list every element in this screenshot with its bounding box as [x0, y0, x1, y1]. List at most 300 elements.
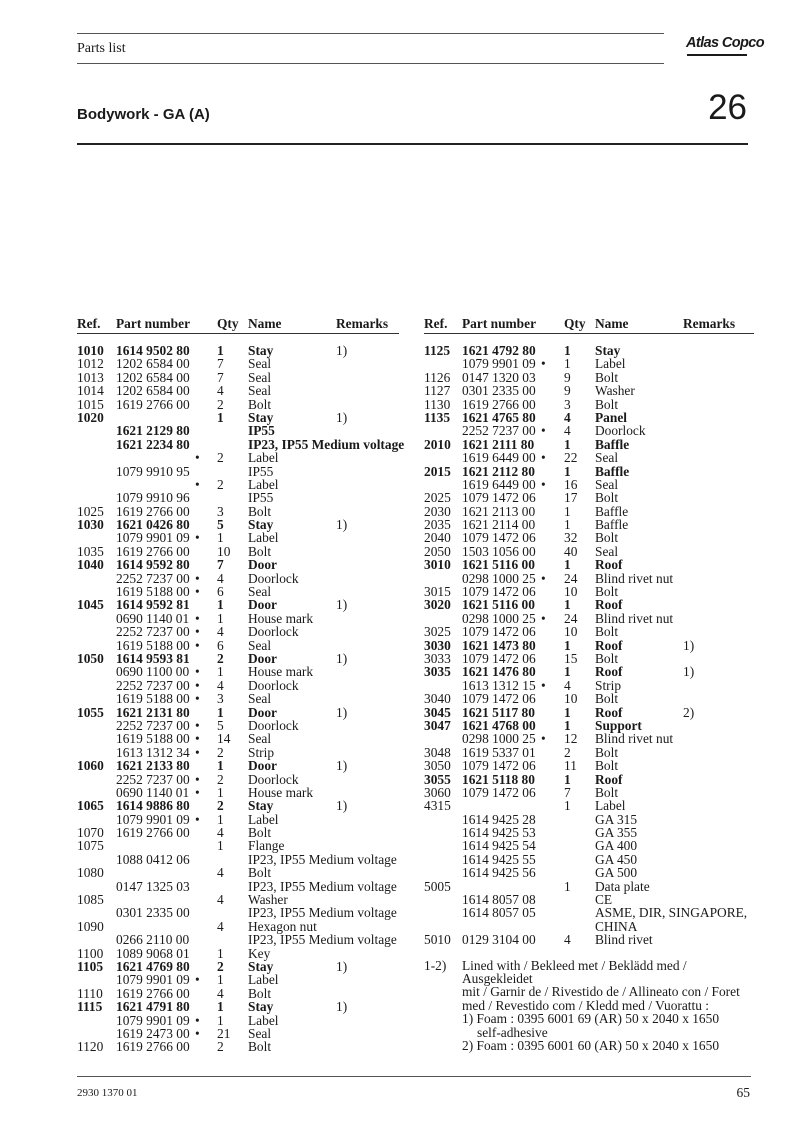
- qty-cell: 4: [564, 409, 571, 425]
- ref-cell: 1010: [77, 343, 104, 358]
- ref-cell: 2050: [424, 543, 451, 559]
- ref-cell: 5010: [424, 932, 451, 948]
- part-number-cell: 1079 1472 06: [462, 530, 536, 546]
- part-number-cell: 1619 2766 00: [116, 543, 190, 559]
- name-cell: Roof: [595, 637, 623, 653]
- name-cell: Bolt: [248, 543, 272, 559]
- table-row: [424, 505, 754, 518]
- ref-cell: 3047: [424, 717, 451, 733]
- part-number-cell: 1079 9901 09: [116, 1012, 190, 1028]
- part-number-cell: 1088 0412 06: [116, 851, 190, 867]
- qty-cell: 1: [564, 637, 571, 653]
- ref-cell: 1110: [77, 985, 103, 1001]
- qty-cell: 7: [564, 784, 571, 800]
- qty-cell: 4: [217, 570, 224, 586]
- ref-cell: 1120: [77, 1039, 104, 1055]
- ref-cell: 1075: [77, 838, 104, 854]
- part-number-cell: 1202 6584 00: [116, 383, 190, 399]
- part-number-cell: 1614 9592 80: [116, 557, 190, 573]
- name-cell: Doorlock: [248, 717, 299, 733]
- qty-cell: 4: [217, 918, 224, 934]
- part-number-cell: 1079 9901 09: [116, 811, 190, 827]
- table-row: [77, 398, 399, 411]
- table-row: [424, 465, 754, 478]
- table-row: [77, 436, 405, 452]
- part-number-cell: 1079 9910 95: [116, 463, 190, 479]
- table-row: [424, 759, 754, 772]
- name-cell: Bolt: [595, 530, 619, 546]
- col-part-number-header: Part number: [116, 316, 191, 331]
- ref-cell: 1130: [424, 396, 451, 412]
- table-row: [424, 880, 754, 893]
- name-cell: Bolt: [248, 865, 272, 881]
- name-cell: Key: [248, 945, 271, 961]
- part-number-cell: 1079 1472 06: [462, 691, 536, 707]
- name-cell: Label: [248, 476, 279, 492]
- name-cell: Blind rivet nut: [595, 610, 674, 626]
- name-cell: Bolt: [595, 758, 619, 774]
- interval-dot: •: [541, 476, 546, 492]
- header-bottom-rule: [77, 63, 664, 64]
- part-number-cell: 1619 5188 00: [116, 731, 190, 747]
- ref-cell: 2010: [424, 436, 451, 452]
- qty-cell: 1: [564, 798, 571, 814]
- ref-cell: 1014: [77, 383, 104, 399]
- table-row: [77, 759, 399, 772]
- table-row: [77, 478, 399, 491]
- name-cell: Seal: [595, 450, 619, 466]
- qty-cell: 2: [217, 1039, 224, 1055]
- qty-cell: 5: [217, 517, 224, 533]
- name-cell: Stay: [248, 517, 274, 533]
- name-cell: Doorlock: [248, 771, 299, 787]
- ref-cell: 2030: [424, 503, 451, 519]
- qty-cell: 14: [217, 731, 231, 747]
- qty-cell: 6: [217, 637, 224, 653]
- name-cell: IP23, IP55 Medium voltage: [248, 878, 397, 894]
- footnote-line: mit / Garnir de / Rivestido de / Allineato con / Foret: [462, 984, 740, 1000]
- ref-cell: 3025: [424, 624, 451, 640]
- name-cell: Door: [248, 650, 278, 666]
- part-number-cell: 2252 7237 00: [462, 423, 536, 439]
- qty-cell: 32: [564, 530, 578, 546]
- name-cell: Doorlock: [248, 570, 299, 586]
- qty-cell: 1: [217, 758, 224, 774]
- footnote-line: 1) Foam : 0395 6001 69 (AR) 50 x 2040 x 1650: [462, 1011, 720, 1027]
- table-row: [424, 572, 754, 585]
- name-cell: Data plate: [595, 878, 650, 894]
- table-row: [424, 344, 754, 357]
- table-row: [424, 384, 754, 397]
- remarks-cell: 1): [336, 958, 348, 974]
- table-row: [77, 973, 399, 986]
- table-row: [424, 813, 754, 826]
- ref-cell: 1070: [77, 825, 104, 841]
- ref-cell: 1045: [77, 597, 104, 613]
- table-row: [77, 839, 399, 852]
- name-cell: Seal: [595, 476, 619, 492]
- part-number-cell: 1614 9425 55: [462, 851, 536, 867]
- interval-dot: •: [195, 637, 200, 653]
- parts-list-label: Parts list: [77, 41, 126, 56]
- interval-dot: •: [195, 744, 200, 760]
- footnote-line: self-adhesive: [477, 1024, 548, 1040]
- part-number-cell: 1619 2766 00: [116, 985, 190, 1001]
- footnote-line: 2) Foam : 0395 6001 60 (AR) 50 x 2040 x 1650: [462, 1038, 720, 1054]
- qty-cell: 7: [217, 356, 224, 372]
- name-cell: Support: [595, 717, 642, 733]
- part-number-cell: 1621 2112 80: [462, 463, 535, 479]
- part-number-cell: 0301 2335 00: [116, 905, 190, 921]
- name-cell: IP23, IP55 Medium voltage: [248, 851, 397, 867]
- footnote-line: med / Revestido com / Kledd med / Vuorattu :: [462, 997, 710, 1013]
- table-row: [424, 933, 754, 946]
- qty-cell: 3: [217, 691, 224, 707]
- name-cell: Bolt: [248, 825, 272, 841]
- table-row: [77, 625, 399, 638]
- table-row: [77, 732, 399, 745]
- interval-dot: •: [541, 610, 546, 626]
- name-cell: Washer: [595, 383, 635, 399]
- table-row: [77, 1040, 399, 1053]
- qty-cell: 1: [564, 717, 571, 733]
- ref-cell: 1050: [77, 650, 104, 666]
- part-number-cell: 1621 2129 80: [116, 423, 190, 439]
- part-number-cell: 1202 6584 00: [116, 369, 190, 385]
- table-row: [77, 773, 399, 786]
- name-cell: Bolt: [595, 691, 619, 707]
- name-cell: Label: [248, 972, 279, 988]
- table-row: [424, 746, 754, 759]
- name-cell: GA 500: [595, 865, 638, 881]
- ref-cell: 1035: [77, 543, 104, 559]
- table-row: [424, 920, 754, 933]
- name-cell: Doorlock: [595, 423, 646, 439]
- qty-cell: 15: [564, 650, 578, 666]
- table-row: [424, 371, 754, 384]
- qty-cell: 10: [217, 543, 231, 559]
- name-cell: Bolt: [595, 744, 619, 760]
- part-number-cell: 2252 7237 00: [116, 677, 190, 693]
- qty-cell: 12: [564, 731, 578, 747]
- ref-cell: 1127: [424, 383, 451, 399]
- qty-cell: 6: [217, 584, 224, 600]
- qty-cell: 4: [564, 932, 571, 948]
- interval-dot: •: [195, 1012, 200, 1028]
- qty-cell: 1: [217, 704, 224, 720]
- table-row: [77, 853, 399, 866]
- table-row: [77, 344, 399, 357]
- ref-cell: 3030: [424, 637, 451, 653]
- parts-table-right: [424, 316, 754, 1052]
- qty-cell: 1: [564, 517, 571, 533]
- part-number-cell: 1079 1472 06: [462, 490, 536, 506]
- table-row: [77, 598, 399, 611]
- ref-cell: 1013: [77, 369, 104, 385]
- name-cell: Roof: [595, 597, 623, 613]
- table-row: [424, 826, 754, 839]
- name-cell: Baffle: [595, 503, 629, 519]
- interval-dot: •: [195, 771, 200, 787]
- name-cell: Strip: [248, 744, 275, 760]
- name-cell: GA 450: [595, 851, 638, 867]
- footnotes: [424, 959, 754, 1053]
- name-cell: Roof: [595, 771, 623, 787]
- name-cell: Door: [248, 758, 278, 774]
- qty-cell: 1: [217, 664, 224, 680]
- part-number-cell: 1621 5116 00: [462, 557, 535, 573]
- name-cell: Blind rivet nut: [595, 570, 674, 586]
- name-cell: Doorlock: [248, 677, 299, 693]
- table-row: [424, 706, 754, 719]
- part-number-cell: 1613 1312 15: [462, 677, 536, 693]
- table-row: [77, 665, 399, 678]
- table-row: [424, 357, 754, 370]
- header-top-rule: [77, 33, 664, 34]
- col-ref-header: Ref.: [424, 316, 448, 331]
- qty-cell: 17: [564, 490, 578, 506]
- part-number-cell: 1614 9425 56: [462, 865, 536, 881]
- ref-cell: 4315: [424, 798, 451, 814]
- title-rule: [77, 143, 748, 145]
- remarks-cell: 1): [683, 637, 695, 653]
- table-row: [424, 839, 754, 852]
- interval-dot: •: [195, 624, 200, 640]
- name-cell: Door: [248, 557, 278, 573]
- interval-dot: •: [541, 450, 546, 466]
- name-cell: Bolt: [248, 503, 272, 519]
- table-row: [424, 518, 754, 531]
- ref-cell: 3010: [424, 557, 451, 573]
- interval-dot: •: [195, 677, 200, 693]
- name-cell: House mark: [248, 784, 314, 800]
- part-number-cell: 1619 2766 00: [116, 1039, 190, 1055]
- ref-cell: 1126: [424, 369, 451, 385]
- interval-dot: •: [541, 731, 546, 747]
- part-number-cell: 1621 4765 80: [462, 409, 536, 425]
- name-cell: IP23, IP55 Medium voltage: [248, 932, 397, 948]
- qty-cell: 16: [564, 476, 578, 492]
- part-number-cell: 1614 9425 53: [462, 825, 536, 841]
- part-number-cell: 1621 2111 80: [462, 436, 535, 452]
- part-number-cell: 0147 1320 03: [462, 369, 536, 385]
- table-row: [77, 920, 399, 933]
- table-row: [424, 773, 754, 786]
- ref-cell: 2035: [424, 517, 451, 533]
- ref-cell: 1015: [77, 396, 104, 412]
- table-row: [424, 451, 754, 464]
- table-row: [77, 1014, 399, 1027]
- part-number-cell: 1621 4769 80: [116, 958, 190, 974]
- table-header: [77, 316, 399, 333]
- name-cell: Seal: [248, 383, 272, 399]
- qty-cell: 1: [217, 409, 224, 425]
- table-row: [77, 719, 399, 732]
- part-number-cell: 1614 8057 05: [462, 905, 536, 921]
- table-row: [424, 585, 754, 598]
- name-cell: CE: [595, 892, 613, 908]
- name-cell: Bolt: [595, 624, 619, 640]
- ref-cell: 3040: [424, 691, 451, 707]
- part-number-cell: 2252 7237 00: [116, 570, 190, 586]
- qty-cell: 1: [217, 1012, 224, 1028]
- part-number-cell: 0298 1000 25: [462, 570, 536, 586]
- remarks-cell: 2): [683, 704, 695, 720]
- ref-cell: 1040: [77, 557, 104, 573]
- table-row: [424, 639, 754, 652]
- table-row: [77, 424, 399, 437]
- remarks-cell: 1): [336, 343, 348, 358]
- qty-cell: 1: [564, 436, 571, 452]
- qty-cell: 7: [217, 557, 224, 573]
- part-number-cell: 0129 3104 00: [462, 932, 536, 948]
- ref-cell: 3033: [424, 650, 451, 666]
- page-number: 65: [736, 1085, 750, 1100]
- part-number-cell: 1614 9886 80: [116, 798, 190, 814]
- table-row: [424, 732, 754, 745]
- part-number-cell: 1619 5188 00: [116, 584, 190, 600]
- part-number-cell: 1614 8057 08: [462, 892, 536, 908]
- atlas-copco-logo: Atlas Copco: [686, 35, 764, 51]
- name-cell: House mark: [248, 664, 314, 680]
- name-cell: Stay: [248, 409, 274, 425]
- qty-cell: 1: [217, 999, 224, 1015]
- table-row: [77, 893, 399, 906]
- table-row: [77, 947, 399, 960]
- qty-cell: 4: [217, 865, 224, 881]
- interval-dot: •: [195, 811, 200, 827]
- name-cell: Label: [248, 811, 279, 827]
- part-number-cell: 1614 9502 80: [116, 343, 190, 358]
- table-row: [424, 558, 754, 571]
- qty-cell: 2: [217, 450, 224, 466]
- qty-cell: 1: [564, 503, 571, 519]
- qty-cell: 1: [217, 838, 224, 854]
- footnote-line: Lined with / Bekleed met / Beklädd med / Ausgekleidet: [462, 957, 687, 986]
- name-cell: Bolt: [248, 396, 272, 412]
- ref-cell: 1020: [77, 409, 104, 425]
- qty-cell: 2: [217, 798, 224, 814]
- qty-cell: 1: [217, 610, 224, 626]
- name-cell: IP23, IP55 Medium voltage: [248, 905, 397, 921]
- remarks-cell: 1): [336, 409, 348, 425]
- interval-dot: •: [195, 731, 200, 747]
- name-cell: Roof: [595, 557, 623, 573]
- footnote-ref: 1-2): [424, 957, 447, 973]
- table-row: [424, 531, 754, 544]
- ref-cell: 1105: [77, 958, 104, 974]
- qty-cell: 9: [564, 383, 571, 399]
- table-row: [424, 719, 754, 732]
- remarks-cell: 1): [336, 999, 348, 1015]
- part-number-cell: 1614 9425 54: [462, 838, 536, 854]
- table-row: [424, 478, 754, 491]
- ref-cell: 1065: [77, 798, 104, 814]
- table-body-left: [77, 343, 405, 1055]
- name-cell: Label: [248, 1012, 279, 1028]
- part-number-cell: 1614 9425 28: [462, 811, 536, 827]
- part-number-cell: 1621 2113 00: [462, 503, 536, 519]
- name-cell: Hexagon nut: [248, 918, 317, 934]
- name-cell: Stay: [595, 343, 621, 358]
- part-number-cell: 1079 1472 06: [462, 784, 536, 800]
- table-row: [77, 639, 399, 652]
- part-number-cell: 1079 1472 06: [462, 584, 536, 600]
- name-cell: Flange: [248, 838, 285, 854]
- table-row: [77, 558, 399, 571]
- ref-cell: 3035: [424, 664, 451, 680]
- qty-cell: 2: [217, 396, 224, 412]
- ref-cell: 2025: [424, 490, 451, 506]
- remarks-cell: 1): [336, 650, 348, 666]
- table-row: [77, 880, 399, 893]
- name-cell: Washer: [248, 892, 288, 908]
- name-cell: CHINA: [595, 918, 638, 934]
- chapter-number: 26: [708, 88, 747, 127]
- part-number-cell: 0266 2110 00: [116, 932, 190, 948]
- part-number-cell: 0690 1100 00: [116, 664, 190, 680]
- table-row: [77, 987, 399, 1000]
- ref-cell: 1060: [77, 758, 104, 774]
- name-cell: Seal: [248, 691, 272, 707]
- name-cell: Bolt: [248, 1039, 272, 1055]
- interval-dot: •: [541, 677, 546, 693]
- qty-cell: 10: [564, 584, 578, 600]
- part-number-cell: 1621 2234 80: [116, 436, 190, 452]
- table-row: [77, 1027, 399, 1040]
- part-number-cell: 1619 5188 00: [116, 637, 190, 653]
- table-row: [77, 371, 399, 384]
- name-cell: GA 400: [595, 838, 638, 854]
- ref-cell: 3060: [424, 784, 451, 800]
- qty-cell: 1: [564, 356, 571, 372]
- ref-cell: 1125: [424, 343, 451, 358]
- qty-cell: 1: [217, 784, 224, 800]
- name-cell: Panel: [595, 409, 627, 425]
- qty-cell: 4: [217, 383, 224, 399]
- name-cell: Seal: [248, 731, 272, 747]
- ref-cell: 3048: [424, 744, 451, 760]
- name-cell: Label: [595, 798, 626, 814]
- name-cell: Seal: [248, 369, 272, 385]
- remarks-cell: 1): [336, 704, 348, 720]
- table-row: [77, 692, 399, 705]
- part-number-cell: 1619 5337 01: [462, 744, 536, 760]
- part-number-cell: 1621 5118 80: [462, 771, 535, 787]
- part-number-cell: 1614 9592 81: [116, 597, 190, 613]
- qty-cell: 4: [217, 825, 224, 841]
- qty-cell: 24: [564, 570, 578, 586]
- part-number-cell: 1202 6584 00: [116, 356, 190, 372]
- ref-cell: 2040: [424, 530, 451, 546]
- part-number-cell: 1619 2766 00: [116, 503, 190, 519]
- table-row: [424, 398, 754, 411]
- part-number-cell: 0147 1325 03: [116, 878, 190, 894]
- table-row: [77, 531, 399, 544]
- table-row: [424, 866, 754, 879]
- name-cell: Bolt: [595, 396, 619, 412]
- part-number-cell: 1621 2114 00: [462, 517, 536, 533]
- part-number-cell: 1079 1472 06: [462, 650, 536, 666]
- part-number-cell: 1621 4792 80: [462, 343, 536, 358]
- table-row: [77, 906, 399, 919]
- name-cell: Doorlock: [248, 624, 299, 640]
- table-row: [77, 679, 399, 692]
- part-number-cell: 1621 1476 80: [462, 664, 536, 680]
- ref-cell: 3045: [424, 704, 451, 720]
- table-row: [424, 625, 754, 638]
- table-row: [424, 853, 754, 866]
